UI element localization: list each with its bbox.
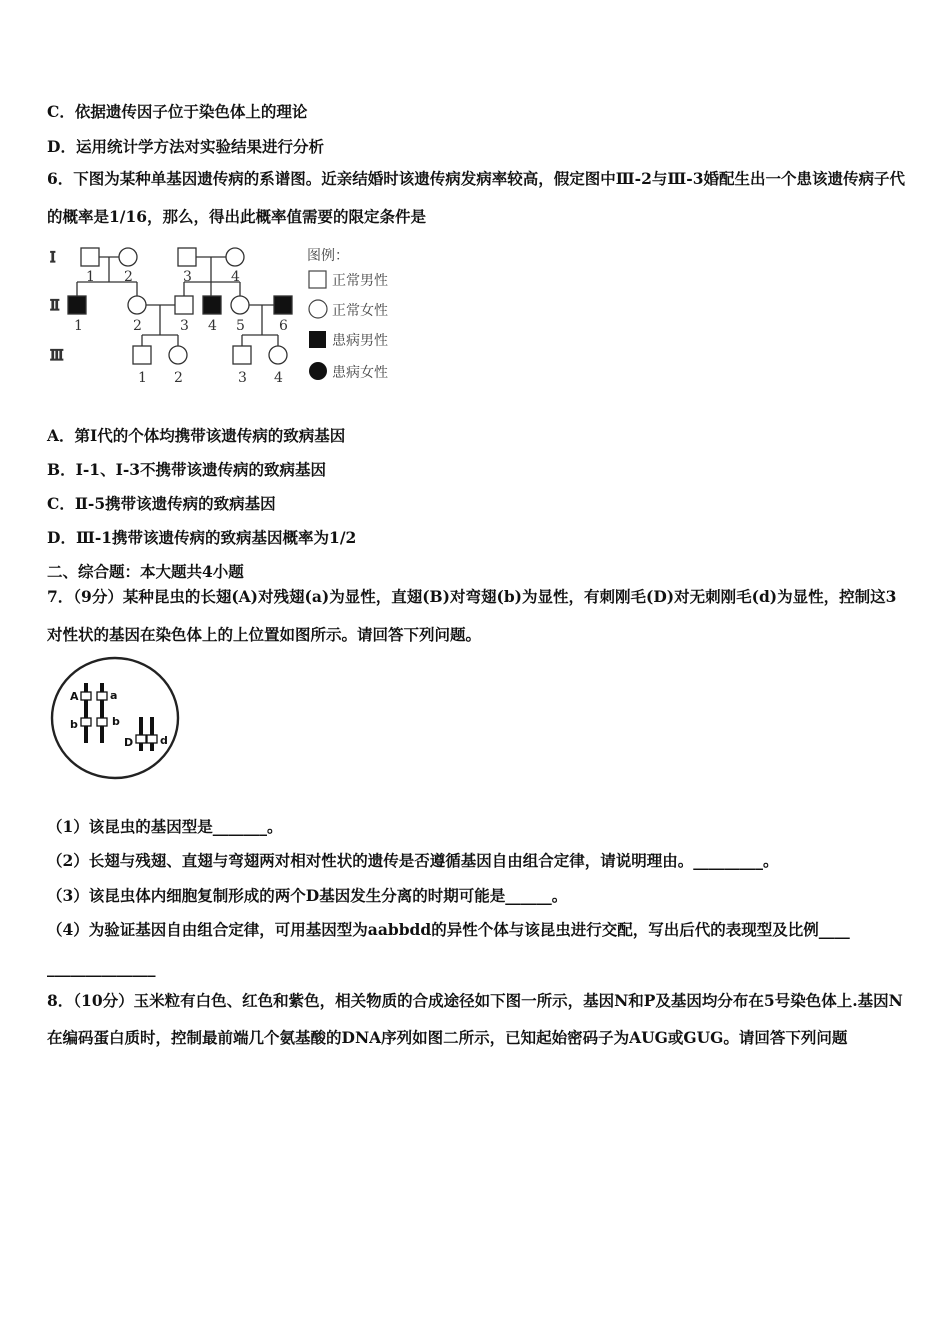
gen1-female-2 [119,248,137,266]
gen2-affected-male-1 [68,296,86,314]
gen-label-2: Ⅱ [50,298,60,314]
gen2-num-2: 2 [133,318,142,334]
gen3-num-2: 2 [174,370,183,386]
legend-affected-male: 患病男性 [332,333,388,349]
gen1-female-4 [226,248,244,266]
q7-stem: 7．（9分）某种昆虫的长翅(A)对残翅(a)为显性，直翅(B)对弯翅(b)为显性，有刺刚毛(D)对无刺刚毛(d)为显性，控制这3对性状的基因在染色体上的上位置如图所示。请回答下列问题。 [47,587,897,644]
q7-sub-2: （2）长翅与残翅、直翅与弯翅两对相对性状的遗传是否遵循基因自由组合定律，请说明理由。_________。 [47,851,779,870]
legend-normal-female-icon [309,300,327,318]
gen2-female-5 [231,296,249,314]
gene-D: D [124,736,134,749]
prev-option-c: C．依据遗传因子位于染色体上的理论 [47,102,308,121]
gen2-num-1: 1 [74,318,83,334]
gen1-male-1 [81,248,99,266]
gen1-num-4: 4 [231,269,240,285]
legend-normal-female: 正常女性 [332,303,388,319]
gen3-female-4 [269,346,287,364]
gen-label-1: Ⅰ [50,250,56,266]
gen2-num-4: 4 [208,318,217,334]
gen2-num-5: 5 [236,318,245,334]
gen3-male-1 [133,346,151,364]
pedigree-chart [44,240,424,390]
q6-option-b: B．Ⅰ-1、Ⅰ-3不携带该遗传病的致病基因 [47,460,327,479]
gen1-num-1: 1 [86,269,95,285]
q6-stem: 6．下图为某种单基因遗传病的系谱图。近亲结婚时该遗传病发病率较高，假定图中Ⅲ-2与Ⅲ-3婚配生出一个患该遗传病子代的概率是1/16，那么，得出此概率值需要的限定条件是 [47,169,905,226]
prev-option-d: D．运用统计学方法对实验结果进行分析 [47,137,324,156]
q8-stem: 8．（10分）玉米粒有白色、红色和紫色，相关物质的合成途径如下图一所示，基因N和P及基因均分布在5号染色体上.基因N在编码蛋白质时，控制最前端几个氨基酸的DNA序列如图二所示，已知起始密码子为AUG或GUG。请回答下列问题 [47,991,903,1047]
q7-sub-3: （3）该昆虫体内细胞复制形成的两个D基因发生分离的时期可能是______。 [47,886,568,905]
legend-normal-male: 正常男性 [332,273,388,289]
gen-label-3: Ⅲ [50,348,64,364]
gen3-female-2 [169,346,187,364]
gene-b-right: b [112,715,120,728]
section-2-heading: 二、综合题：本大题共4小题 [47,562,244,581]
chromosome-figure [48,655,182,783]
gen2-num-3: 3 [180,318,189,334]
gen3-num-3: 3 [238,370,247,386]
gen2-female-2 [128,296,146,314]
q7-sub-4-blank: ______________ [47,958,156,977]
gen2-affected-male-6 [274,296,292,314]
legend-normal-male-icon [309,271,326,288]
legend-title: 图例： [307,248,349,264]
legend-affected-female: 患病女性 [332,365,388,381]
gen2-affected-male-4 [203,296,221,314]
gen1-male-3 [178,248,196,266]
legend-affected-female-icon [309,362,327,380]
gen3-num-4: 4 [274,370,283,386]
legend-affected-male-icon [309,331,326,348]
q7-sub-1: （1）该昆虫的基因型是_______。 [47,817,283,836]
gen1-num-3: 3 [183,269,192,285]
q6-option-a: A．第Ⅰ代的个体均携带该遗传病的致病基因 [47,426,346,445]
gen2-num-6: 6 [279,318,288,334]
gen1-num-2: 2 [124,269,133,285]
gen3-male-3 [233,346,251,364]
q6-option-d: D．Ⅲ-1携带该遗传病的致病基因概率为1/2 [47,528,357,547]
gen2-male-3 [175,296,193,314]
gene-A: A [70,690,79,703]
gen3-num-1: 1 [138,370,147,386]
gene-b-left: b [70,718,78,731]
gene-d: d [160,734,168,747]
gene-a: a [110,689,118,702]
q7-sub-4: （4）为验证基因自由组合定律，可用基因型为aabbdd的异性个体与该昆虫进行交配，写出后代的表现型及比例____ [47,920,850,939]
q6-option-c: C．Ⅱ-5携带该遗传病的致病基因 [47,494,276,513]
